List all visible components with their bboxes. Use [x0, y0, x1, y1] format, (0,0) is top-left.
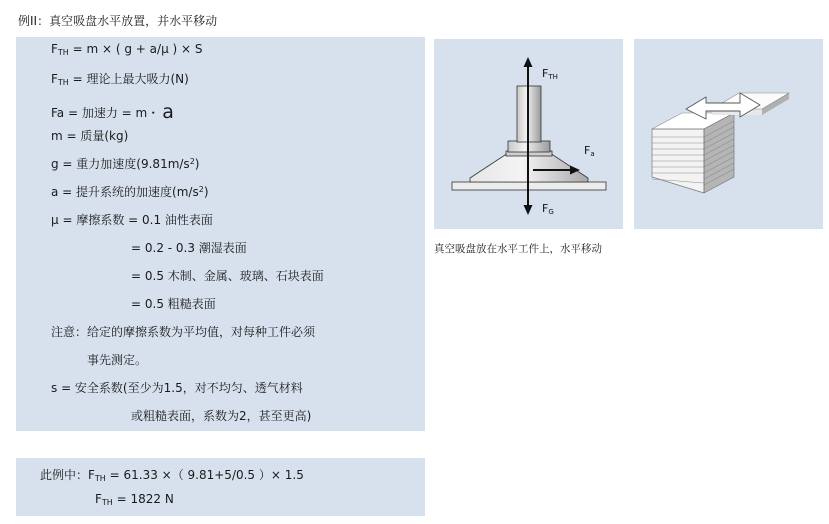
- formula-line-fth-def: $F_{TH}$ = 理论上最大吸力(N): [51, 72, 189, 87]
- result-line-value: $F_{TH} = 1822$ N: [95, 492, 174, 507]
- formula-line-mu-rough: = 0.5 粗糙表面: [131, 297, 216, 311]
- sheet-stack-illustration: [634, 39, 823, 229]
- formula-line-fth: $F_{TH} = m$ × ( g + a/μ ) × S: [51, 42, 203, 57]
- formula-line-mu: μ = 摩擦系数 = 0.1 油性表面: [51, 213, 213, 227]
- result-panel: [16, 458, 425, 516]
- fg-label: FG: [542, 202, 554, 216]
- page-title: 例II：真空吸盘水平放置，并水平移动: [18, 14, 218, 28]
- formula-line-a: a = 提升系统的加速度$(m/s^2)$: [51, 185, 209, 199]
- formula-line-m: m = 质量(kg): [51, 129, 129, 143]
- formula-line-mu-wet: = 0.2 - 0.3 潮湿表面: [131, 241, 247, 255]
- formula-line-mu-wood: = 0.5 木制、金属、玻璃、石块表面: [131, 269, 324, 283]
- figure-caption: 真空吸盘放在水平工件上，水平移动: [434, 243, 602, 255]
- fa-label: Fa: [584, 144, 595, 158]
- sheet-stack-icon: [652, 113, 734, 193]
- fth-label: FTH: [542, 67, 558, 81]
- formula-panel: [16, 37, 425, 431]
- formula-line-s-cont: 或粗糙表面，系数为2，甚至更高): [131, 409, 312, 423]
- formula-line-note-cont: 事先测定。: [87, 353, 148, 367]
- formula-line-note: 注意：给定的摩擦系数为平均值，对每种工件必须: [51, 325, 316, 339]
- result-line-calc: 此例中：$F_{TH} = 61.33$ ×（ 9.81+5/0.5 ）× 1.5: [40, 468, 304, 483]
- formula-line-g: g = 重力加速度$(9.81m/s^2)$: [51, 157, 200, 171]
- suction-cup-force-diagram: [434, 39, 623, 229]
- formula-line-s: s = 安全系数(至少为1.5，对不均匀、透气材料: [51, 381, 303, 395]
- formula-line-fa: Fa = 加速力 = m・ a: [51, 101, 174, 123]
